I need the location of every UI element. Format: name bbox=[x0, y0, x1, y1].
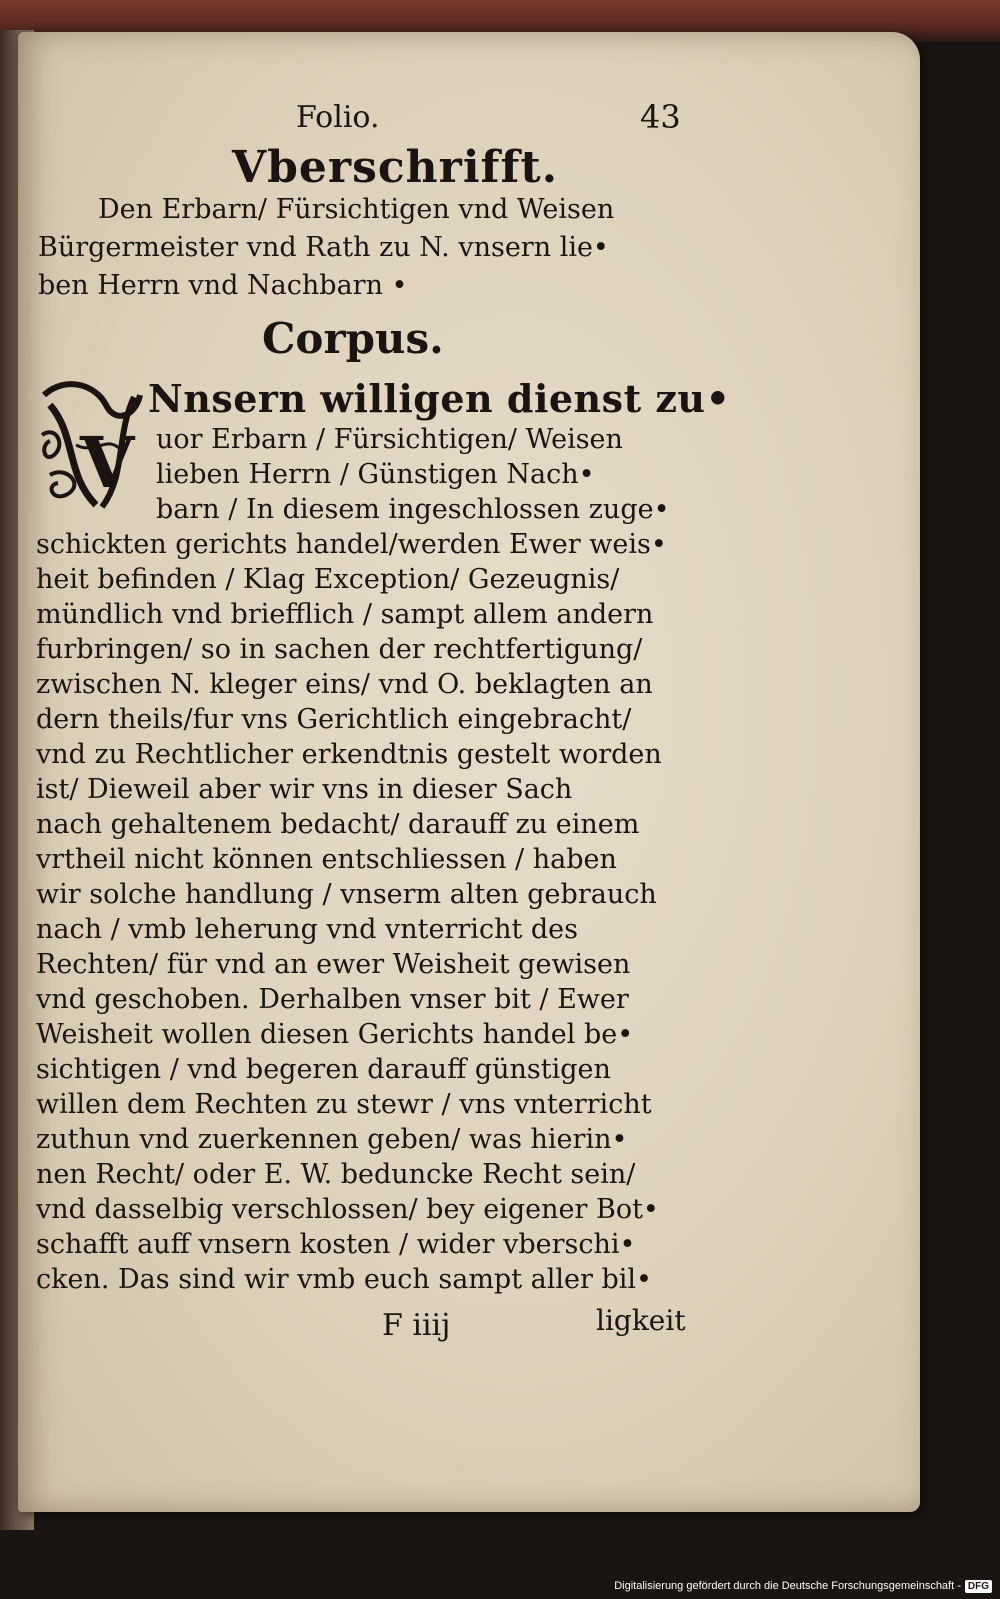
body-line: vrtheil nicht können entschliessen / haben bbox=[36, 844, 617, 875]
body-line: wir solche handlung / vnserm alten gebrauch bbox=[36, 879, 657, 910]
body-line: cken. Das sind wir vmb euch sampt aller bil• bbox=[36, 1264, 652, 1295]
body-line: sichtigen / vnd begeren darauff günstigen bbox=[36, 1054, 611, 1085]
address-line-3: ben Herrn vnd Nachbarn • bbox=[38, 270, 408, 301]
initial-letter: V bbox=[80, 421, 135, 504]
body-line: heit befinden / Klag Exception/ Gezeugnis/ bbox=[36, 564, 620, 595]
body-line: nach gehaltenem bedacht/ darauff zu einem bbox=[36, 809, 640, 840]
dfg-logo: DFG bbox=[965, 1580, 992, 1593]
credit-text: Digitalisierung gefördert durch die Deutsche Forschungsgemeinschaft - bbox=[614, 1580, 961, 1592]
body-line: zuthun vnd zuerkennen geben/ was hierin• bbox=[36, 1124, 628, 1155]
body-line: vnd dasselbig verschlossen/ bey eigener Bot• bbox=[36, 1194, 659, 1225]
body-line: mündlich vnd briefflich / sampt allem andern bbox=[36, 599, 654, 630]
body-line: barn / In diesem ingeschlossen zuge• bbox=[156, 494, 670, 525]
address-line-1: Den Erbarn/ Fürsichtigen vnd Weisen bbox=[98, 194, 615, 225]
decorative-initial bbox=[36, 375, 146, 515]
body-first-line: Nnsern willigen dienst zu• bbox=[148, 376, 731, 421]
body-line: Weisheit wollen diesen Gerichts handel be• bbox=[36, 1019, 634, 1050]
body-line: dern theils/fur vns Gerichtlich eingebracht/ bbox=[36, 704, 632, 735]
body-line: schickten gerichts handel/werden Ewer weis• bbox=[36, 529, 667, 560]
folio-label: Folio. bbox=[296, 100, 380, 135]
body-line: zwischen N. kleger eins/ vnd O. beklagten an bbox=[36, 669, 653, 700]
body-line: vnd zu Rechtlicher erkendtnis gestelt worden bbox=[36, 739, 662, 770]
catchword: ligkeit bbox=[596, 1304, 686, 1337]
body-line: Rechten/ für vnd an ewer Weisheit gewisen bbox=[36, 949, 631, 980]
body-line: willen dem Rechten zu stewr / vns vnterricht bbox=[36, 1089, 652, 1120]
address-line-2: Bürgermeister vnd Rath zu N. vnsern lie• bbox=[38, 232, 609, 263]
body-line: ist/ Dieweil aber wir vns in dieser Sach bbox=[36, 774, 573, 805]
body-line: furbringen/ so in sachen der rechtfertigung/ bbox=[36, 634, 643, 665]
body-line: nach / vmb leherung vnd vnterricht des bbox=[36, 914, 579, 945]
body-line: schafft auff vnsern kosten / wider vberschi• bbox=[36, 1229, 636, 1260]
digitization-credit bbox=[614, 1575, 992, 1597]
page-number: 43 bbox=[640, 98, 681, 136]
body-line: lieben Herrn / Günstigen Nach• bbox=[156, 459, 595, 490]
body-line: nen Recht/ oder E. W. beduncke Recht sein/ bbox=[36, 1159, 636, 1190]
signature-mark: F iiij bbox=[382, 1308, 451, 1343]
body-line: vnd geschoben. Derhalben vnser bit / Ewer bbox=[36, 984, 629, 1015]
heading-corpus: Corpus. bbox=[262, 314, 444, 363]
heading-overschrift: Vberschrifft. bbox=[232, 142, 559, 193]
body-line: uor Erbarn / Fürsichtigen/ Weisen bbox=[156, 424, 623, 455]
